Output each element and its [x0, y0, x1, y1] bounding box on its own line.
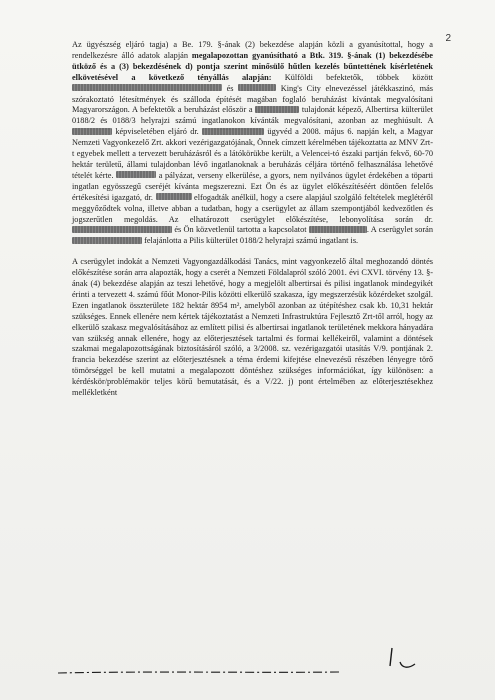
- p1-text-2: Külföldi befektetők, többek között: [284, 72, 434, 82]
- p1-text-11: . A cserügylet során: [366, 225, 434, 235]
- p1-text-1: Az ügyészség eljáró tagja) a Be. 179. §-ának (2) bekezdése alapján közli a gyanúsítottal, hogy a rendelkezésre álló adatok alapján: [72, 40, 433, 60]
- redaction-bar: [116, 171, 156, 178]
- redaction-bar: [255, 106, 299, 113]
- p1-text-9: elfogadták anélkül, hogy a csere alapjául szolgáló feltételek meglétéről meggyőződtek volna, illetve abban a tudatban, hogy a cserügylet az állam szempontjából kedvezőtlen és jogszerűtlen megoldás. Az elhatározott cserügylet előkészítése, lebonyolítása során dr.: [72, 192, 434, 224]
- redaction-bar: [72, 237, 142, 244]
- redaction-bar: [72, 128, 112, 135]
- signature-mark: [40, 642, 455, 682]
- p1-text-3: és: [226, 83, 234, 93]
- redaction-bar: [156, 193, 192, 200]
- p1-bold-charge: megalapozottan gyanúsítható a Btk. 319. §-ának (1) bekezdésébe ütköző és a (3) bekezdésének d) pontja szerint minősülő hűtlen kezelés bűntettének kísérletének elkövetésével a következő tényállás alapján:: [72, 50, 433, 82]
- p1-text-5: tulajdonát képező, Albertirsa külterület 0188/2 és 0188/3 helyrajzi számú ingatlanokon kívánták megvalósítani, azonban az meghiúsult. A: [72, 105, 433, 126]
- redaction-bar: [309, 226, 367, 233]
- page-number: 2: [445, 33, 451, 44]
- paragraph-2: A cserügylet indokát a Nemzeti Vagyongazdálkodási Tanács, mint vagyonkezelő által meghozandó döntés előkészítése során arra alapozták, hogy a cserét a Nemzeti Földalapról szóló 2001. évi CXVI. törvény 13. §-ának (4) bekezdése alapján az teszi lehetővé, hogy a megjelölt albertirsai és pilisi ingatlanok mindegyikét érinti a tervezett 4. számú főút Monor-Pilis közötti elkerülő szakasza, így megszerzésük közérdeket szolgál. Ezen ingatlanok összterülete 182 hektár 8954 m², amelyből azonban az útépítéshez csak kb. 10,31 hektár szükséges. Ennek ellenére nem kértek tájékoztatást a Nemzeti Infrastruktúra Fejlesztő Zrt-től arról, hogy az elkerülő szakasz megvalósításához az említett pilisi és albertirsai ingatlanok területének mekkora hányadára van szükség annak ellenére, hogy az előterjesztések tartalmi és formai kellékeiről, valamint a döntések szakmai megalapozottságának biztosításáról szóló, a 3/2008. sz. vezérigazgatói utasítás V/9. pontjának 2. francia bekezdése szerint az előterjesztésnek a téma érdemi kifejtése elnevezésű részében lényegre törő tömörséggel be kell mutatni a megalapozott döntéshez szükséges információkat, így különösen: a kérdéskör/problémakör teljes körű bemutatását, és a V/22. j) pont értelmében az előterjesztésekhez mellékletként: [72, 257, 433, 398]
- p1-text-10: és Ön közvetlenül tartotta a kapcsolatot: [174, 225, 307, 235]
- redaction-bar: [72, 84, 222, 91]
- p1-text-6: képviseletében eljáró dr.: [115, 127, 199, 137]
- p1-text-12: felajánlotta a Pilis külterület 0188/2 helyrajzi számú ingatlant is.: [144, 236, 359, 246]
- p1-text-8: a pályázat, verseny elkerülése, a gyors, nem nyilvános ügylet érdekében a töparti ingatlan egyösszegű cseréjét kívánta megszerezni. Ezt Ön és az ügylet előkészítéséért döntően felelős értékesítési igazgató, dr.: [72, 170, 433, 202]
- p1-text-4: King's City elnevezéssel játékkaszinó, más szórakoztató létesítmények és szálloda építését magában foglaló beruházást kívántak megvalósítani Magyarországon. A befektetők a beruházást először a: [72, 83, 434, 115]
- redaction-bar: [202, 128, 264, 135]
- paragraph-1: [72, 40, 433, 247]
- signature-area: [40, 642, 455, 682]
- p1-text-7: ügyvéd a 2008. május 6. napján kelt, a Magyar Nemzeti Vagyonkezelő Zrt. akkori vezérigazgatójának, Önnek címzett kérelmében tájékoztatta az MNV Zrt-t egyebek mellett a tervezett beruházásról és a látókörükbe került, a Velencei-tó északi partján fekvő, 60-70 hektár területű, állami tulajdonban lévő ingatlanoknak a beruházás céljára történő felhasználása lehetővé tételét kérte.: [72, 127, 434, 180]
- redaction-bar: [238, 84, 276, 91]
- redaction-bar: [72, 226, 172, 233]
